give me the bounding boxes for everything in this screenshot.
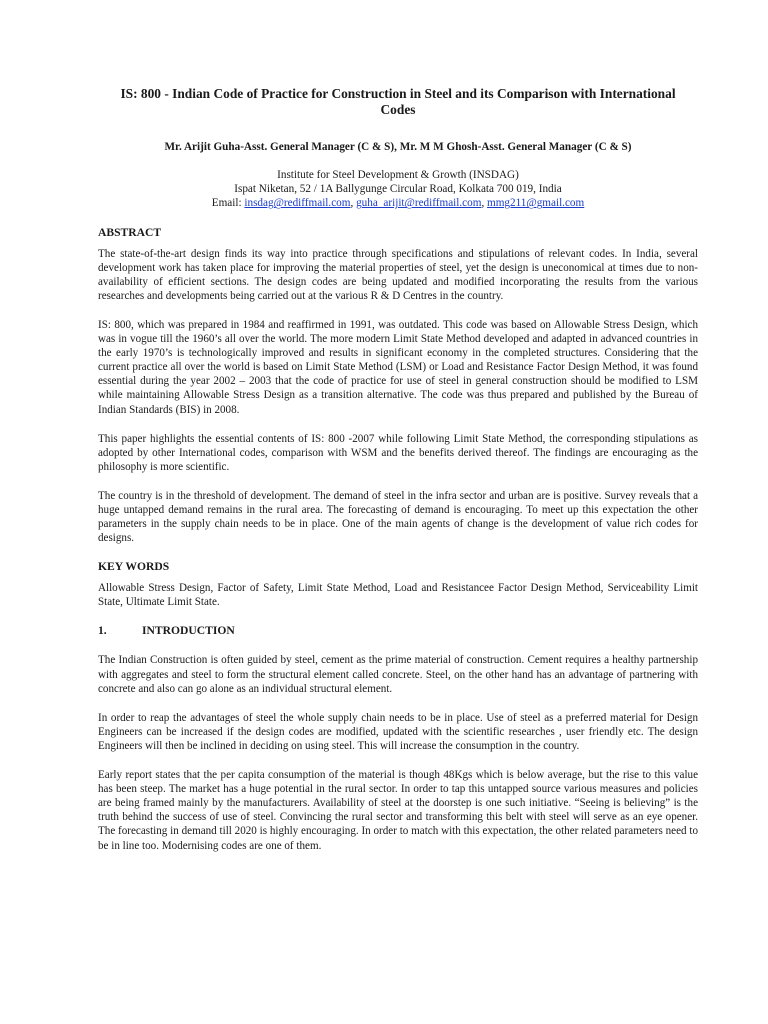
section-number: 1. xyxy=(98,624,107,638)
abstract-heading: ABSTRACT xyxy=(98,225,162,239)
keywords-heading: KEY WORDS xyxy=(98,560,170,574)
paper-title: IS: 800 - Indian Code of Practice for Construction in Steel and its Comparison with International Codes xyxy=(120,86,676,117)
author-line: Mr. Arijit Guha-Asst. General Manager (C & S), Mr. M M Ghosh-Asst. General Manager (C & S) xyxy=(164,141,632,153)
email-label: Email: xyxy=(211,197,245,210)
email-separator: , xyxy=(350,197,357,210)
abstract-paragraph: The state-of-the-art design finds its way into practice through specifications and stipulations of relevant codes. In India, several development work has taken place for improving the material properties of steel, yet the design is uneconomical at times due to non-availability of efficient sections. The design codes are being updated and modified incorporating the results from the various researches and developments being carried out at the various R & D Centres in the country. xyxy=(98,247,698,302)
abstract-paragraph: IS: 800, which was prepared in 1984 and reaffirmed in 1991, was outdated. This code was based on Allowable Stress Design, which was in vogue till the 1960’s all over the world. The more modern Limit State Method developed and adapted in advanced countries in the early 1970’s is technologically improved and results in significant economy in the completed structures. Considering that the current practice all over the world is based on Limit State Method (LSM) or Load and Resistance Factor Design Method, it was found essential during the year 2002 – 2003 that the code of practice for use of steel in general construction should be modified to LSM while maintaining Allowable Stress Design as a transition alternative. The code was thus prepared and published by the Bureau of Indian Standards (BIS) in 2008. xyxy=(98,318,698,416)
section-title: INTRODUCTION xyxy=(142,624,235,638)
introduction-heading xyxy=(98,624,698,638)
email-link-mmg[interactable]: mmg211@gmail.com xyxy=(487,197,585,210)
affiliation-block xyxy=(98,168,698,211)
introduction-paragraph: Early report states that the per capita consumption of the material is though 48Kgs which is below average, but the rise to this value has been steep. The market has a huge potential in the rural sector. In order to tap this untapped source various measures and policies are being framed mainly by the manufacturers. Availability of steel at the doorstep is one such initiative. “Seeing is believing” is the truth behind the success of use of steel. Convincing the rural sector and transforming this belt with steel will serve as an eye opener. The forecasting in demand till 2020 is highly encouraging. In order to match with this expectation, the other related parameters need to be in line too. Modernising codes are one of them. xyxy=(98,769,698,852)
email-link-guha[interactable]: guha_arijit@rediffmail.com xyxy=(356,197,482,210)
email-separator: , xyxy=(481,197,488,210)
abstract-paragraph: This paper highlights the essential contents of IS: 800 -2007 while following Limit State Method, the corresponding stipulations as adopted by other International codes, comparison with WSM and the benefits derived thereof. The findings are encouraging as the philosophy is more scientific. xyxy=(98,432,698,473)
institute-address: Ispat Niketan, 52 / 1A Ballygunge Circular Road, Kolkata 700 019, India xyxy=(234,183,562,196)
institute-name: Institute for Steel Development & Growth (INSDAG) xyxy=(277,169,519,181)
email-line xyxy=(98,196,698,210)
keywords-text: Allowable Stress Design, Factor of Safety, Limit State Method, Load and Resistancee Factor Design Method, Serviceability Limit State, Ultimate Limit State. xyxy=(98,582,698,609)
email-link-insdag[interactable]: insdag@rediffmail.com xyxy=(244,197,351,210)
introduction-paragraph: The Indian Construction is often guided by steel, cement as the prime material of construction. Cement requires a healthy partnership with aggregates and steel to form the structural element called concrete. Steel, on the other hand has an advantage of partnering with concrete and also can go alone as an individual structural element. xyxy=(98,654,698,695)
introduction-paragraph: In order to reap the advantages of steel the whole supply chain needs to be in place. Use of steel as a preferred material for Design Engineers can be increased if the design codes are modified, updated with the scientific researches , user friendly etc. The design Engineers will then be inclined in deciding on using steel. This will increase the consumption in the country. xyxy=(98,711,698,752)
abstract-paragraph: The country is in the threshold of development. The demand of steel in the infra sector and urban are is positive. Survey reveals that a huge untapped demand remains in the rural area. The forecasting of demand is encouraging. To meet up this expectation the other parameters in the supply chain needs to be in place. One of the main agents of change is the development of value rich codes for designs. xyxy=(98,489,698,545)
